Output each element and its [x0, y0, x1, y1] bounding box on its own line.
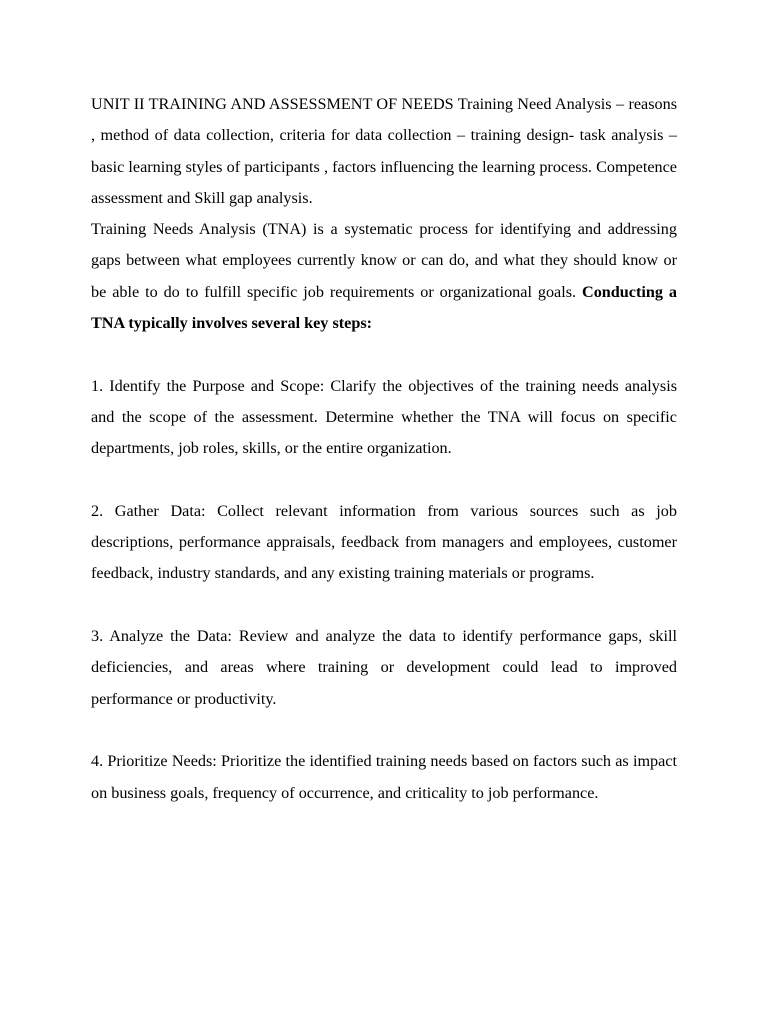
step-3-paragraph: 3. Analyze the Data: Review and analyze the data to identify performance gaps, skill deficiencies, and areas where training or development could lead to improved performance or productivity.	[91, 627, 677, 708]
step-4-paragraph: 4. Prioritize Needs: Prioritize the identified training needs based on factors such as impact on business goals, frequency of occurrence, and criticality to job performance.	[91, 752, 677, 802]
tna-definition-text: Training Needs Analysis (TNA) is a systematic process for identifying and addressing gaps between what employees currently know or can do, and what they should know or be able to do to fulfill specific job requirements or organizational goals.	[91, 220, 677, 301]
document-page	[91, 89, 677, 809]
step-1-paragraph: 1. Identify the Purpose and Scope: Clarify the objectives of the training needs analysis and the scope of the assessment. Determine whether the TNA will focus on specific departments, job roles, skills, or the entire organization.	[91, 376, 677, 458]
tna-definition-paragraph	[91, 214, 677, 339]
step-2-paragraph: 2. Gather Data: Collect relevant information from various sources such as job descriptions, performance appraisals, feedback from managers and employees, customer feedback, industry standards, and any existing training materials or programs.	[91, 501, 677, 583]
unit-intro-paragraph: UNIT II TRAINING AND ASSESSMENT OF NEEDS Training Need Analysis – reasons , method of data collection, criteria for data collection – training design- task analysis – basic learning styles of participants , factors influencing the learning process. Competence assessment and Skill gap analysis.	[91, 95, 677, 207]
steps-heading: Conducting a TNA typically involves several key steps:	[91, 282, 677, 333]
